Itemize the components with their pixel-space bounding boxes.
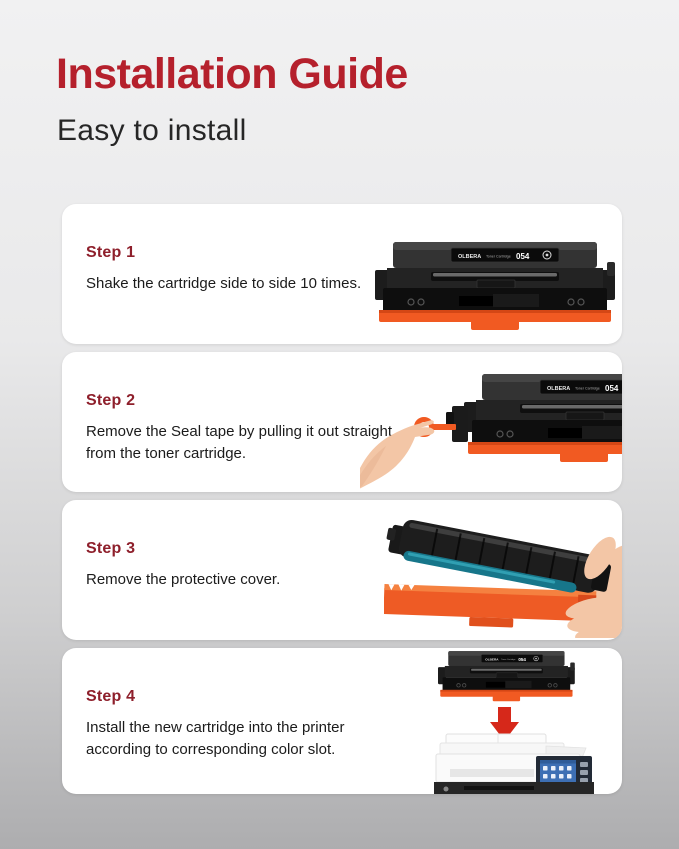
step-1-cartridge-photo <box>374 240 616 332</box>
step-3-text: Remove the protective cover. <box>86 571 281 588</box>
seal-tape <box>432 424 456 430</box>
step-3-protective-cover-photo <box>384 502 622 638</box>
step-2-copy <box>86 392 406 465</box>
step-1-label: Step 1 <box>86 244 136 261</box>
step-2-label: Step 2 <box>86 392 136 409</box>
step-1-copy <box>86 244 406 295</box>
hand-pulling-tape <box>360 420 434 490</box>
step-2-seal-tape-photo <box>360 364 622 490</box>
step-4-label: Step 4 <box>86 688 136 705</box>
printer-illustration <box>434 734 594 794</box>
step-2-card <box>62 352 622 492</box>
step-3-label: Step 3 <box>86 540 136 557</box>
step-4-copy <box>86 688 406 761</box>
step-4-text: Install the new cartridge into the printer according to corresponding color slot. <box>86 719 345 758</box>
step-2-text: Remove the Seal tape by pulling it out straight from the toner cartridge. <box>86 423 393 462</box>
step-1-card <box>62 204 622 344</box>
step-4-card <box>62 648 622 794</box>
cartridge-with-tape <box>446 374 622 462</box>
step-3-card <box>62 500 622 640</box>
step-3-copy <box>86 540 406 591</box>
step-1-text: Shake the cartridge side to side 10 times. <box>86 275 362 292</box>
page-title: Installation Guide <box>56 50 408 98</box>
step-4-install-photo <box>434 648 599 794</box>
page-subtitle: Easy to install <box>57 114 247 147</box>
